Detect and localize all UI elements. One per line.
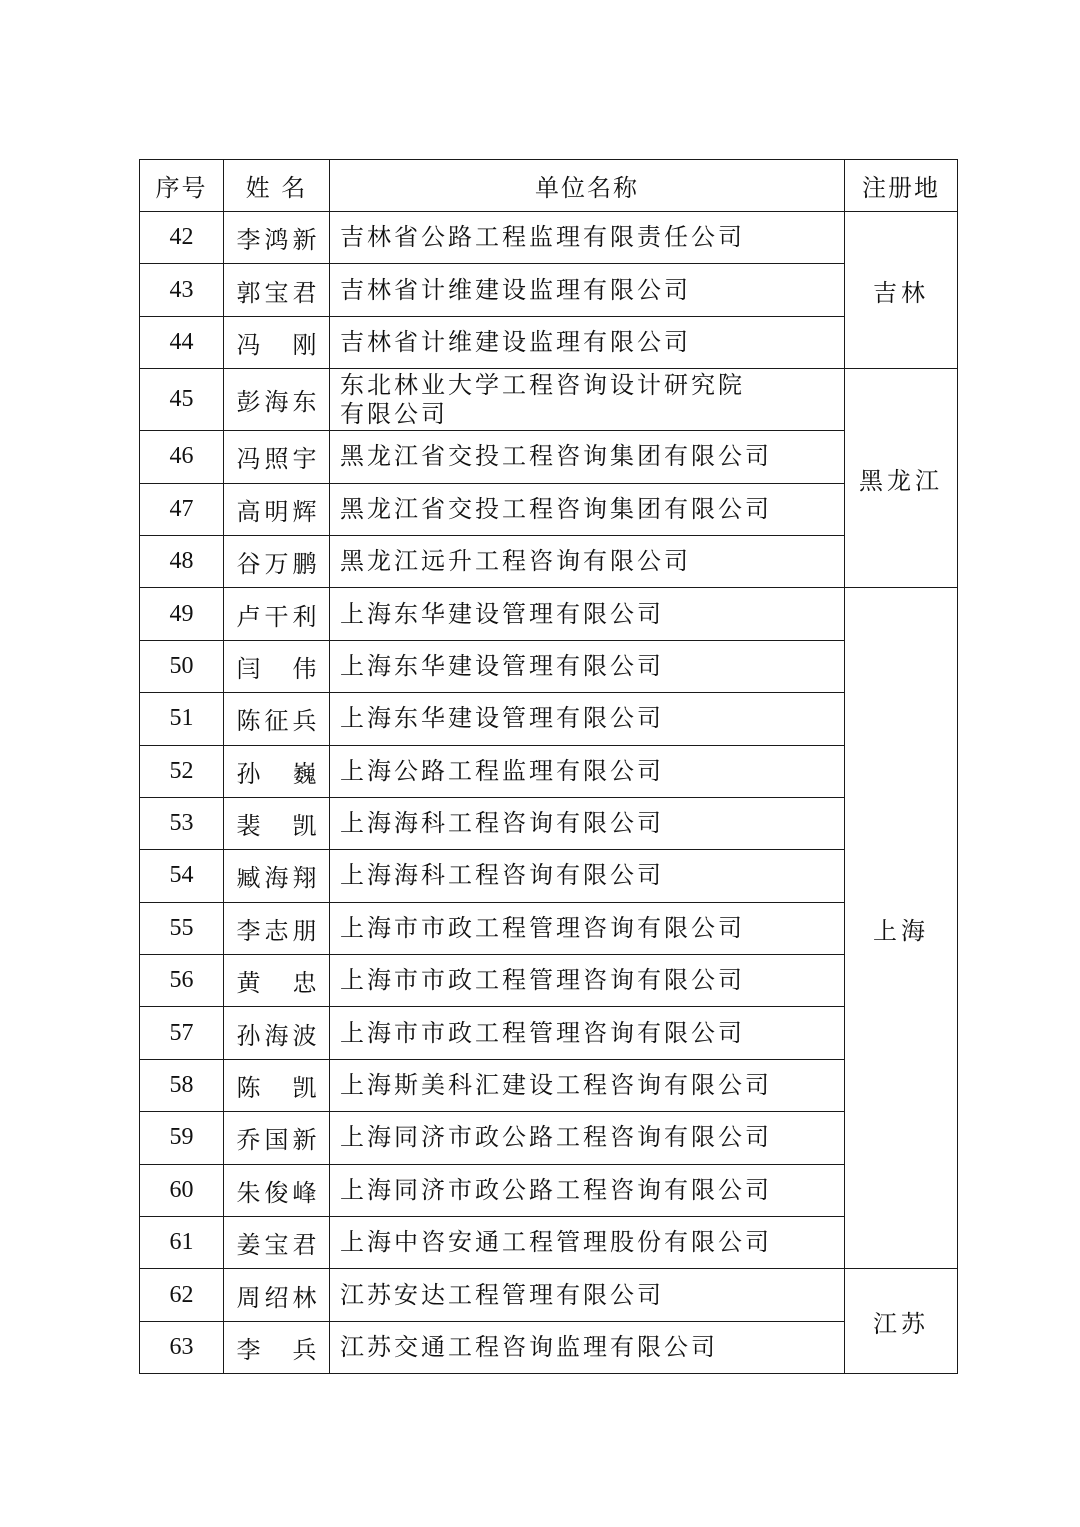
serial-number: 50	[140, 640, 224, 692]
serial-number: 54	[140, 850, 224, 902]
table-row	[140, 902, 958, 954]
serial-number: 45	[140, 369, 224, 431]
person-name-text: 黄 忠	[236, 969, 317, 998]
person-name	[224, 1164, 330, 1216]
unit-name: 上海中咨安通工程管理股份有限公司	[330, 1217, 845, 1269]
person-name-text: 姜宝君	[236, 1231, 317, 1260]
table-row	[140, 483, 958, 535]
person-name	[224, 1007, 330, 1059]
person-name-text: 谷万鹏	[236, 550, 317, 579]
person-name-text: 冯照宇	[236, 445, 317, 474]
person-name-text: 周绍林	[236, 1283, 317, 1312]
person-name-text: 郭宝君	[236, 278, 317, 307]
table-row	[140, 1059, 958, 1111]
serial-number: 52	[140, 745, 224, 797]
person-name	[224, 369, 330, 431]
person-name-text: 李鸿新	[236, 226, 317, 255]
table-row	[140, 955, 958, 1007]
person-name-text: 孙海波	[236, 1021, 317, 1050]
serial-number: 63	[140, 1321, 224, 1373]
person-name-text: 高明辉	[236, 497, 317, 526]
person-name-text: 孙 巍	[236, 759, 317, 788]
person-name	[224, 483, 330, 535]
table-row	[140, 316, 958, 368]
person-name-text: 朱俊峰	[236, 1178, 317, 1207]
table-row	[140, 850, 958, 902]
unit-name: 黑龙江远升工程咨询有限公司	[330, 535, 845, 587]
person-name	[224, 1269, 330, 1321]
person-name	[224, 902, 330, 954]
unit-name: 上海斯美科汇建设工程咨询有限公司	[330, 1059, 845, 1111]
person-name-text: 彭海东	[236, 388, 317, 417]
table-row	[140, 640, 958, 692]
unit-name: 上海市市政工程管理咨询有限公司	[330, 955, 845, 1007]
serial-number: 59	[140, 1112, 224, 1164]
serial-number: 53	[140, 797, 224, 849]
person-name	[224, 745, 330, 797]
serial-number: 47	[140, 483, 224, 535]
table-row	[140, 535, 958, 587]
unit-name: 吉林省计维建设监理有限公司	[330, 264, 845, 316]
person-name	[224, 212, 330, 264]
person-name-text: 冯 刚	[236, 330, 317, 359]
serial-number: 42	[140, 212, 224, 264]
person-name-text: 李 兵	[236, 1336, 317, 1364]
unit-name: 上海东华建设管理有限公司	[330, 640, 845, 692]
header-serial-number: 序号	[140, 160, 224, 212]
table-row	[140, 1217, 958, 1269]
unit-name: 上海同济市政公路工程咨询有限公司	[330, 1164, 845, 1216]
unit-name: 黑龙江省交投工程咨询集团有限公司	[330, 483, 845, 535]
table-row	[140, 693, 958, 745]
unit-name: 黑龙江省交投工程咨询集团有限公司	[330, 431, 845, 483]
table-row	[140, 1321, 958, 1373]
unit-name: 吉林省计维建设监理有限公司	[330, 316, 845, 368]
person-name-text: 李志朋	[236, 916, 317, 945]
unit-name: 江苏安达工程管理有限公司	[330, 1269, 845, 1321]
unit-name: 上海市市政工程管理咨询有限公司	[330, 902, 845, 954]
serial-number: 56	[140, 955, 224, 1007]
unit-name: 江苏交通工程咨询监理有限公司	[330, 1321, 845, 1373]
person-name-text: 裴 凯	[236, 812, 317, 841]
person-name-text: 乔国新	[236, 1126, 317, 1155]
unit-name: 上海公路工程监理有限公司	[330, 745, 845, 797]
table-row	[140, 1007, 958, 1059]
table-row	[140, 1269, 958, 1321]
table-row	[140, 1164, 958, 1216]
serial-number: 44	[140, 316, 224, 368]
table-row	[140, 1112, 958, 1164]
header-registration-region: 注册地	[845, 160, 958, 212]
table-row	[140, 745, 958, 797]
serial-number: 51	[140, 693, 224, 745]
person-name	[224, 693, 330, 745]
person-name-text: 卢干利	[236, 602, 317, 631]
region-cell: 黑龙江	[845, 369, 958, 588]
unit-name: 吉林省公路工程监理有限责任公司	[330, 212, 845, 264]
roster-table	[139, 159, 958, 1374]
region-cell: 上海	[845, 588, 958, 1269]
serial-number: 62	[140, 1269, 224, 1321]
serial-number: 60	[140, 1164, 224, 1216]
person-name-text: 陈 凯	[236, 1074, 317, 1103]
person-name	[224, 1321, 330, 1373]
person-name	[224, 431, 330, 483]
person-name-text: 臧海翔	[236, 864, 317, 893]
serial-number: 48	[140, 535, 224, 587]
person-name	[224, 535, 330, 587]
serial-number: 46	[140, 431, 224, 483]
serial-number: 55	[140, 902, 224, 954]
person-name	[224, 955, 330, 1007]
region-cell: 吉林	[845, 212, 958, 369]
unit-name: 东北林业大学工程咨询设计研究院有限公司	[330, 369, 845, 431]
person-name	[224, 640, 330, 692]
person-name	[224, 797, 330, 849]
region-cell: 江苏	[845, 1269, 958, 1374]
serial-number: 57	[140, 1007, 224, 1059]
person-name	[224, 1112, 330, 1164]
person-name	[224, 588, 330, 640]
person-name	[224, 264, 330, 316]
table-row	[140, 212, 958, 264]
person-name-text: 陈征兵	[236, 707, 317, 736]
person-name-text: 闫 伟	[236, 654, 317, 683]
table-row	[140, 369, 958, 431]
table-header-row	[140, 160, 958, 212]
unit-name: 上海市市政工程管理咨询有限公司	[330, 1007, 845, 1059]
table-row	[140, 588, 958, 640]
serial-number: 58	[140, 1059, 224, 1111]
table-row	[140, 431, 958, 483]
person-name	[224, 1217, 330, 1269]
unit-name: 上海同济市政公路工程咨询有限公司	[330, 1112, 845, 1164]
unit-name: 上海东华建设管理有限公司	[330, 693, 845, 745]
unit-name: 上海海科工程咨询有限公司	[330, 850, 845, 902]
serial-number: 49	[140, 588, 224, 640]
serial-number: 61	[140, 1217, 224, 1269]
table-row	[140, 797, 958, 849]
unit-name: 上海海科工程咨询有限公司	[330, 797, 845, 849]
serial-number: 43	[140, 264, 224, 316]
header-name: 姓 名	[224, 160, 330, 212]
unit-name: 上海东华建设管理有限公司	[330, 588, 845, 640]
person-name	[224, 316, 330, 368]
table-row	[140, 264, 958, 316]
header-unit-name: 单位名称	[330, 160, 845, 212]
person-name	[224, 850, 330, 902]
person-name	[224, 1059, 330, 1111]
